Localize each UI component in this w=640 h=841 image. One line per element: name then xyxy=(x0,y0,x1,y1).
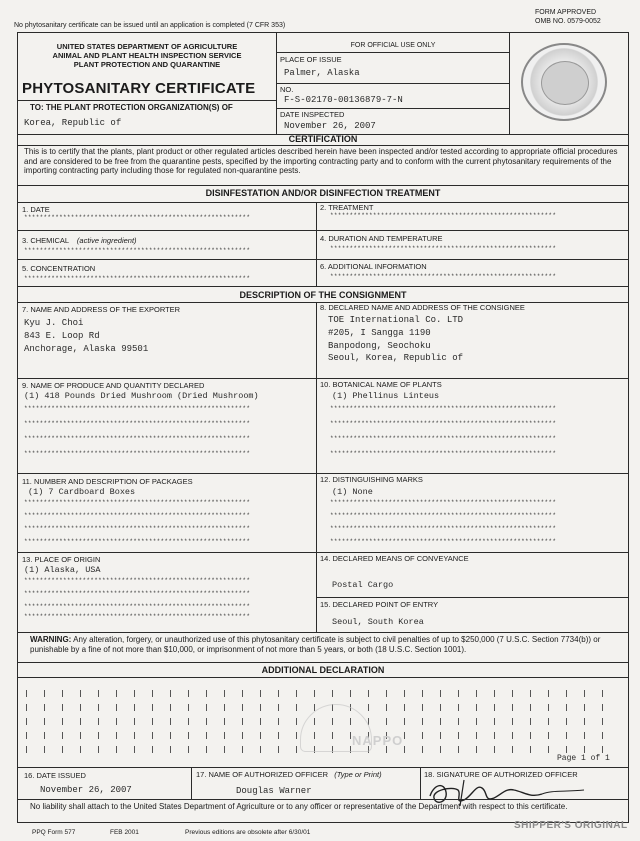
origin-stars-1: ********************************************************** xyxy=(24,577,251,584)
packages-stars-4: ********************************************************** xyxy=(24,538,251,545)
consignee-line-1: TOE International Co. LTD xyxy=(328,315,464,325)
marks-stars-1: ********************************************************** xyxy=(330,499,557,506)
obsolete-notice: Previous editions are obsolete after 6/30/01 xyxy=(185,829,311,836)
shippers-original-stamp: SHIPPER'S ORIGINAL xyxy=(514,820,628,831)
document-title: PHYTOSANITARY CERTIFICATE xyxy=(22,80,256,97)
date-issued-label: 16. DATE ISSUED xyxy=(24,771,86,780)
disinfestation-heading: DISINFESTATION AND/OR DISINFECTION TREATMENT xyxy=(205,188,441,198)
produce-stars-4: ********************************************************** xyxy=(24,450,251,457)
exporter-line-2: 843 E. Loop Rd xyxy=(24,331,100,341)
signature-label: 18. SIGNATURE OF AUTHORIZED OFFICER xyxy=(424,770,578,779)
marks-label: 12. DISTINGUISHING MARKS xyxy=(320,475,423,484)
additional-info-label: 6. ADDITIONAL INFORMATION xyxy=(320,262,427,271)
origin-stars-2: ********************************************************** xyxy=(24,590,251,597)
additional-info-stars: ********************************************************** xyxy=(330,273,557,280)
produce-stars-3: ********************************************************** xyxy=(24,435,251,442)
form-number: PPQ Form 577 xyxy=(32,829,76,836)
origin-value: (1) Alaska, USA xyxy=(24,565,101,575)
consignee-label: 8. DECLARED NAME AND ADDRESS OF THE CONSIGNEE xyxy=(320,303,525,312)
warning-text: WARNING: Any alteration, forgery, or unauthorized use of this phytosanitary certificate is subject to civil penalties of up to $250,000 (7 U.S.C. Section 7734(b)) or punishable by a fine of not more than $10,000, or imprisonment of not more than 5 years, or both (18 U.S.C. Section 1001). xyxy=(30,635,601,655)
botanical-stars-3: ********************************************************** xyxy=(330,435,557,442)
duration-stars: ********************************************************** xyxy=(330,245,557,252)
certification-heading: CERTIFICATION xyxy=(288,134,358,144)
form-date: FEB 2001 xyxy=(110,829,139,836)
officer-name-value: Douglas Warner xyxy=(236,786,312,796)
place-of-issue-value: Palmer, Alaska xyxy=(284,68,360,78)
usda-seal-icon xyxy=(521,43,607,121)
treatment-stars: ********************************************************** xyxy=(330,212,557,219)
chemical-label: 3. CHEMICAL (active ingredient) xyxy=(22,236,137,245)
official-use-label: FOR OFFICIAL USE ONLY xyxy=(350,42,436,49)
omb-number: OMB NO. 0579-0052 xyxy=(535,18,601,25)
packages-stars-1: ********************************************************** xyxy=(24,499,251,506)
chemical-stars: ********************************************************** xyxy=(24,247,251,254)
consignee-line-2: #205, I Sangga 1190 xyxy=(328,328,431,338)
botanical-stars-1: ********************************************************** xyxy=(330,405,557,412)
packages-label: 11. NUMBER AND DESCRIPTION OF PACKAGES xyxy=(22,477,193,486)
treatment-date-label: 1. DATE xyxy=(22,205,50,214)
marks-stars-3: ********************************************************** xyxy=(330,525,557,532)
exporter-line-3: Anchorage, Alaska 99501 xyxy=(24,344,149,354)
certificate-number-value: F-S-02170-00136879-7-N xyxy=(284,95,403,105)
date-inspected-value: November 26, 2007 xyxy=(284,121,376,131)
packages-stars-2: ********************************************************** xyxy=(24,512,251,519)
form-approved-label: FORM APPROVED xyxy=(535,9,597,16)
origin-label: 13. PLACE OF ORIGIN xyxy=(22,555,101,564)
form-notice: No phytosanitary certificate can be issued until an application is completed (7 CFR 353) xyxy=(14,22,286,29)
entry-value: Seoul, South Korea xyxy=(332,617,424,627)
liability-text: No liability shall attach to the United States Department of Agriculture or to any officer or representative of the Department with respect to this certificate. xyxy=(30,802,568,811)
treatment-label: 2. TREATMENT xyxy=(320,203,374,212)
botanical-stars-4: ********************************************************** xyxy=(330,450,557,457)
certificate-number-label: NO. xyxy=(280,85,294,94)
page-indicator: Page 1 of 1 xyxy=(557,754,610,763)
exporter-label: 7. NAME AND ADDRESS OF THE EXPORTER xyxy=(22,305,181,314)
exporter-line-1: Kyu J. Choi xyxy=(24,318,84,328)
to-organization-value: Korea, Republic of xyxy=(24,118,122,128)
origin-stars-3: ********************************************************** xyxy=(24,603,251,610)
additional-declaration-heading: ADDITIONAL DECLARATION xyxy=(261,665,385,675)
agency-name-3: PLANT PROTECTION AND QUARANTINE xyxy=(73,60,221,69)
conveyance-label: 14. DECLARED MEANS OF CONVEYANCE xyxy=(320,554,469,563)
botanical-value: (1) Phellinus Linteus xyxy=(332,391,440,401)
date-inspected-label: DATE INSPECTED xyxy=(280,110,345,119)
marks-stars-2: ********************************************************** xyxy=(330,512,557,519)
botanical-label: 10. BOTANICAL NAME OF PLANTS xyxy=(320,380,442,389)
packages-value: (1) 7 Cardboard Boxes xyxy=(28,487,136,497)
agency-name-2: ANIMAL AND PLANT HEALTH INSPECTION SERVICE xyxy=(52,51,242,60)
consignment-heading: DESCRIPTION OF THE CONSIGNMENT xyxy=(239,290,407,300)
certification-text: This is to certify that the plants, plant product or other regulated articles described herein have been inspected and/or tested according to appropriate official procedures and are considered to be free from the quarantine pests, specified by the importing contracting party and to conform with the current phytosanitary requirements of the importing contracting party including those for regulated non-quarantine pests. xyxy=(24,147,618,176)
packages-stars-3: ********************************************************** xyxy=(24,525,251,532)
consignee-line-3: Banpodong, Seochoku xyxy=(328,341,431,351)
concentration-label: 5. CONCENTRATION xyxy=(22,264,96,273)
officer-name-label: 17. NAME OF AUTHORIZED OFFICER (Type or Print) xyxy=(196,770,382,779)
nappo-watermark: NAPPO xyxy=(352,733,404,748)
to-organization-label: TO: THE PLANT PROTECTION ORGANIZATION(S) OF xyxy=(30,103,233,112)
produce-label: 9. NAME OF PRODUCE AND QUANTITY DECLARED xyxy=(22,381,205,390)
botanical-stars-2: ********************************************************** xyxy=(330,420,557,427)
treatment-date-stars: ********************************************************** xyxy=(24,214,251,221)
produce-stars-1: ********************************************************** xyxy=(24,405,251,412)
concentration-stars: ********************************************************** xyxy=(24,275,251,282)
entry-label: 15. DECLARED POINT OF ENTRY xyxy=(320,600,439,609)
consignee-line-4: Seoul, Korea, Republic of xyxy=(328,353,464,363)
produce-value: (1) 418 Pounds Dried Mushroom (Dried Mushroom) xyxy=(24,391,259,401)
place-of-issue-label: PLACE OF ISSUE xyxy=(280,55,342,64)
agency-name-1: UNITED STATES DEPARTMENT OF AGRICULTURE xyxy=(56,42,238,51)
marks-value: (1) None xyxy=(332,487,373,497)
produce-stars-2: ********************************************************** xyxy=(24,420,251,427)
date-issued-value: November 26, 2007 xyxy=(40,785,132,795)
origin-stars-4: ********************************************************** xyxy=(24,613,251,620)
marks-stars-4: ********************************************************** xyxy=(330,538,557,545)
duration-label: 4. DURATION AND TEMPERATURE xyxy=(320,234,443,243)
conveyance-value: Postal Cargo xyxy=(332,580,394,590)
